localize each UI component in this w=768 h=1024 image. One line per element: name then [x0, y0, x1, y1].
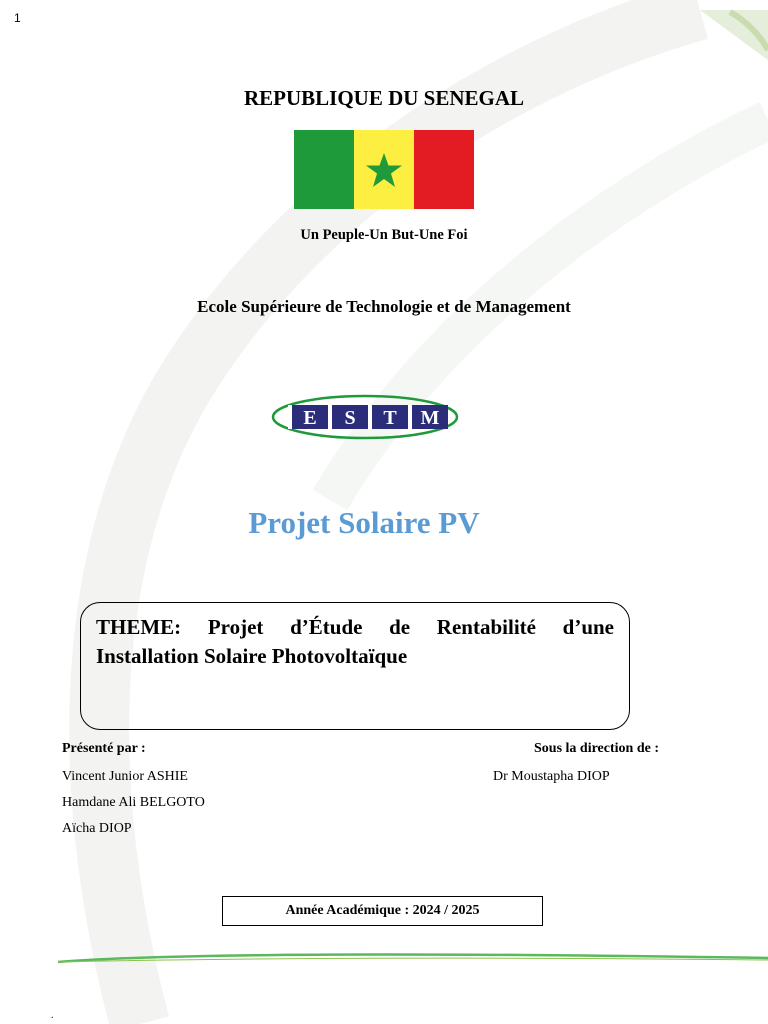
logo-letter: S	[344, 407, 356, 429]
logo-letter: E	[303, 407, 317, 429]
theme-box	[80, 602, 630, 730]
logo-letter: T	[383, 407, 397, 429]
theme-text: THEME: Projet d’Étude de Rentabilité d’une Installation Solaire Photovoltaïque	[96, 615, 614, 668]
flag-band-red	[414, 130, 474, 209]
flag-band-green	[294, 130, 354, 209]
estm-logo	[270, 383, 460, 453]
flag-band-yellow	[354, 130, 414, 209]
star-icon	[365, 152, 403, 188]
author-name: Hamdane Ali BELGOTO	[62, 795, 205, 810]
academic-year: Année Académique : 2024 / 2025	[222, 896, 543, 926]
supervisor-name: Dr Moustapha DIOP	[493, 769, 610, 784]
project-title: Projet Solaire PV	[248, 505, 480, 540]
national-motto: Un Peuple-Un But-Une Foi	[300, 227, 468, 243]
school-name: Ecole Supérieure de Technologie et de Management	[197, 297, 571, 316]
footer-decorative-line	[40, 940, 768, 970]
presented-by-label: Présenté par :	[62, 741, 146, 756]
senegal-flag	[294, 130, 474, 209]
author-name: Aïcha DIOP	[62, 821, 132, 836]
direction-label: Sous la direction de :	[534, 741, 659, 756]
country-title: REPUBLIQUE DU SENEGAL	[243, 86, 525, 110]
author-name: Vincent Junior ASHIE	[62, 769, 188, 784]
logo-letter: M	[420, 407, 440, 429]
page-number: 1	[14, 11, 21, 25]
footer-mark: .	[51, 1010, 54, 1021]
